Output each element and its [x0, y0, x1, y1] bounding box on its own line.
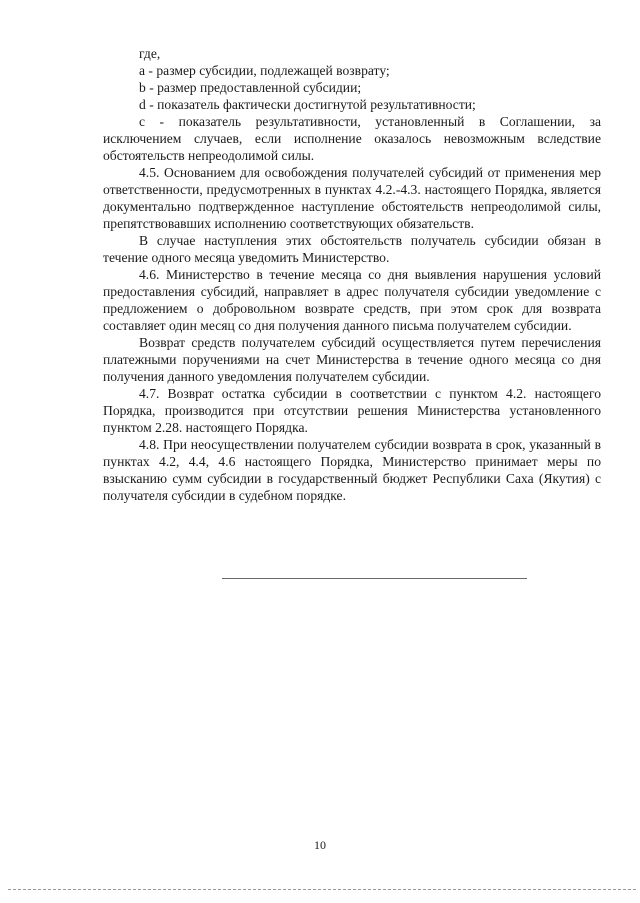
scan-bottom-edge	[8, 889, 636, 890]
paragraph-4-6: 4.6. Министерство в течение месяца со дня выявления нарушения условий предоставления субсидий, направляет в адрес получателя субсидии уведомление с предложением о добровольном возврате средств, при этом срок для возврата составляет один месяц со дня получения данного письма получателем субсидии.	[103, 267, 601, 333]
definition-d: d - показатель фактически достигнутой результативности;	[139, 97, 476, 112]
definition-c: c - показатель результативности, установленный в Соглашении, за исключением случаев, если исполнение оказалось невозможным вследствие обстоятельств непреодолимой силы.	[103, 114, 601, 163]
document-body	[103, 45, 601, 504]
paragraph-4-5: 4.5. Основанием для освобождения получателей субсидий от применения мер ответственности, предусмотренных в пунктах 4.2.-4.3. настоящего Порядка, является документально подтвержденное наступление обстоятельств непреодолимой силы, препятствовавших исполнению соответствующих обязательств.	[103, 165, 601, 231]
page-number: 10	[314, 838, 326, 852]
definition-a: a - размер субсидии, подлежащей возврату;	[139, 63, 390, 78]
paragraph-4-5-continued: В случае наступления этих обстоятельств получатель субсидии обязан в течение одного месяца уведомить Министерство.	[103, 233, 601, 265]
end-of-text-rule	[222, 578, 527, 579]
paragraph-4-7: 4.7. Возврат остатка субсидии в соответствии с пунктом 4.2. настоящего Порядка, производится при отсутствии решения Министерства установленного пунктом 2.28. настоящего Порядка.	[103, 386, 601, 435]
paragraph-4-6-continued: Возврат средств получателем субсидий осуществляется путем перечисления платежными поручениями на счет Министерства в течение одного месяца со дня получения данного уведомления получателем субсидии.	[103, 335, 601, 384]
definition-b: b - размер предоставленной субсидии;	[139, 80, 362, 95]
intro-word: где,	[139, 46, 161, 61]
paragraph-4-8: 4.8. При неосуществлении получателем субсидии возврата в срок, указанный в пунктах 4.2, 4.4, 4.6 настоящего Порядка, Министерство принимает меры по взысканию сумм субсидии в государственный бюджет Республики Саха (Якутия) с получателя субсидии в судебном порядке.	[103, 437, 601, 503]
